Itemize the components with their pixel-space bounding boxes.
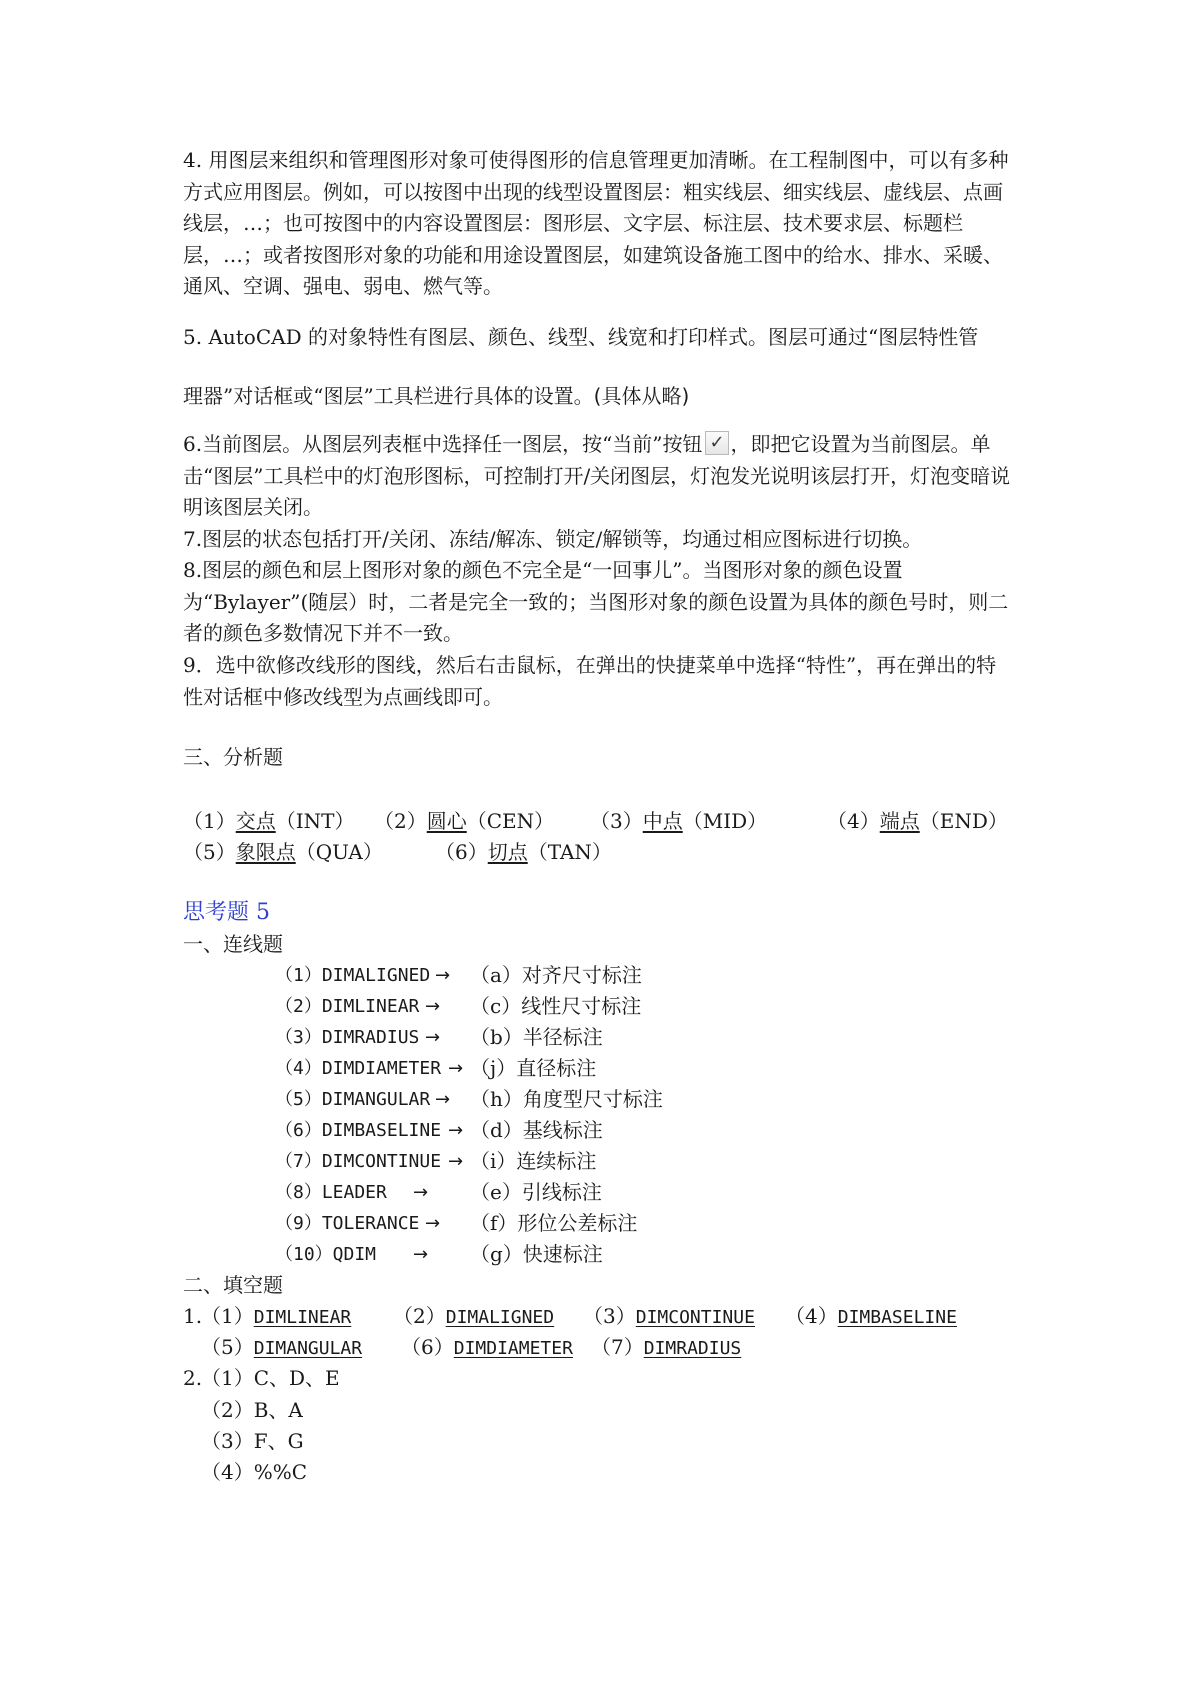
paragraph-5-text-c: 可通过“图层特性管 [807, 325, 979, 349]
paragraph-5-text-b: 图层 [767, 325, 808, 349]
analysis-item-term: 端点 [879, 809, 920, 833]
answer-num: （3） [583, 1304, 636, 1328]
answer-num: （1） [201, 1304, 254, 1328]
matching-target: （j）直径标注 [470, 1056, 597, 1080]
paragraph-6 [183, 429, 1013, 524]
answer-text: DIMLINEAR [253, 1307, 352, 1328]
paragraph-6-text-b: ，即把它设置为当前图层。单击“图层”工具栏中的灯泡形图标，可控制打开/关闭图层，灯泡发光说明该层打开，灯泡变暗说明该图层关闭。 [183, 432, 1011, 519]
matching-target: （g）快速标注 [470, 1242, 603, 1266]
arrow-icon: → [448, 1151, 464, 1172]
matching-target: （i）连续标注 [470, 1149, 597, 1173]
fill-answer: （1）C、D、E [201, 1366, 340, 1390]
arrow-icon: → [413, 1244, 429, 1265]
fill-question-2 [183, 1363, 583, 1394]
fill-answer [591, 1332, 741, 1364]
answer-text: DIMDIAMETER [453, 1338, 573, 1359]
analysis-item [435, 837, 612, 868]
analysis-item [827, 806, 1008, 837]
answer-num: （2） [393, 1304, 446, 1328]
analysis-item [374, 806, 554, 837]
arrow-icon: → [448, 1058, 464, 1079]
analysis-item [183, 837, 383, 868]
analysis-item-code: （QUA） [295, 840, 383, 864]
matching-source: （6）DIMBASELINE [275, 1120, 442, 1141]
answer-text: DIMANGULAR [253, 1338, 363, 1359]
answer-num: （7） [591, 1335, 644, 1359]
analysis-item-term: 中点 [642, 809, 683, 833]
arrow-icon: → [413, 1182, 429, 1203]
matching-heading: 一、连线题 [183, 932, 283, 956]
analysis-item-term: 交点 [235, 809, 276, 833]
analysis-item-code: （TAN） [527, 840, 612, 864]
matching-source: （8）LEADER [275, 1182, 387, 1203]
fill-answer [401, 1332, 573, 1364]
analysis-item-term: 圆心 [426, 809, 467, 833]
paragraph-4 [183, 145, 1013, 303]
analysis-item-num: （6） [435, 840, 488, 864]
matching-target: （b）半径标注 [470, 1025, 603, 1049]
fill-heading: 二、填空题 [183, 1273, 283, 1297]
fill-answer [393, 1301, 554, 1333]
matching-source: （10）QDIM [275, 1244, 377, 1265]
matching-source: （7）DIMCONTINUE [275, 1151, 442, 1172]
fill-answer [201, 1301, 351, 1333]
matching-source: （4）DIMDIAMETER [275, 1058, 442, 1079]
fill-question-1-cont [183, 1332, 983, 1363]
arrow-icon: → [448, 1120, 464, 1141]
matching-source: （2）DIMLINEAR [275, 996, 420, 1017]
matching-source: （3）DIMRADIUS [275, 1027, 420, 1048]
answer-text: DIMBASELINE [837, 1307, 957, 1328]
analysis-item-term: 象限点 [235, 840, 296, 864]
matching-target: （e）引线标注 [470, 1180, 602, 1204]
analysis-item-code: （CEN） [466, 809, 555, 833]
matching-target: （a）对齐尺寸标注 [470, 963, 642, 987]
analysis-item-num: （1） [183, 809, 236, 833]
question-number: 2. [183, 1366, 203, 1390]
paragraph-5-cont [183, 381, 1013, 413]
answer-num: （5） [201, 1335, 254, 1359]
matching-target: （d）基线标注 [470, 1118, 603, 1142]
analysis-item-num: （4） [827, 809, 880, 833]
matching-target: （f）形位公差标注 [470, 1211, 638, 1235]
fill-answer [583, 1301, 755, 1333]
arrow-icon: → [425, 996, 441, 1017]
analysis-item [590, 806, 767, 837]
analysis-item-code: （MID） [682, 809, 768, 833]
paragraph-5 [183, 322, 1013, 354]
matching-source: （5）DIMANGULAR [275, 1089, 431, 1110]
arrow-icon: → [435, 965, 451, 986]
paragraph-4-text: 4. 用图层来组织和管理图形对象可使得图形的信息管理更加清晰。在工程制图中，可以有多种方式应用图层。例如，可以按图中出现的线型设置图层：粗实线层、细实线层、虚线层、点画线层，…；也可按图中的内容设置图层：图形层、文字层、标注层、技术要求层、标题栏层，…；或者按图形对象的功能和用途设置图层，如建筑设备施工图中的给水、排水、采暖、通风、空调、强电、弱电、燃气等。 [183, 148, 1009, 298]
paragraph-7-text: 7.图层的状态包括打开/关闭、冻结/解冻、锁定/解锁等，均通过相应图标进行切换。 [183, 527, 923, 551]
matching-target: （h）角度型尺寸标注 [470, 1087, 663, 1111]
paragraph-5-text-e: 设置。(具体从略) [533, 384, 690, 408]
paragraph-6-text-a: 6.当前图层。从图层列表框中选择任一图层，按“当前”按钮 [183, 432, 703, 456]
paragraph-9-text: 9．选中欲修改线形的图线，然后右击鼠标，在弹出的快捷菜单中选择“特性”，再在弹出的特性对话框中修改线型为点画线即可。 [183, 653, 997, 709]
arrow-icon: → [425, 1027, 441, 1048]
paragraph-9 [183, 650, 1013, 713]
answer-num: （4） [785, 1304, 838, 1328]
analysis-heading: 三、分析题 [183, 745, 283, 769]
fill-answer: （3）F、G [201, 1429, 304, 1453]
analysis-item-code: （INT） [275, 809, 355, 833]
section-title: 思考题 5 [183, 900, 270, 925]
answer-text: DIMALIGNED [445, 1307, 555, 1328]
fill-answer [201, 1332, 362, 1364]
matching-source: （1）DIMALIGNED [275, 965, 431, 986]
paragraph-7 [183, 524, 1013, 556]
paragraph-8-text: 8.图层的颜色和层上图形对象的颜色不完全是“一回事儿”。当图形对象的颜色设置为“Bylayer”(随层）时，二者是完全一致的；当图形对象的颜色设置为具体的颜色号时，则二者的颜色多数情况下并不一致。 [183, 558, 1009, 645]
paragraph-8 [183, 555, 1013, 650]
paragraph-5-text-d: 理器”对话框或“图层”工具栏进行具体的 [183, 384, 534, 408]
arrow-icon: → [425, 1213, 441, 1234]
fill-answer: （2）B、A [201, 1398, 303, 1422]
analysis-item-num: （5） [183, 840, 236, 864]
fill-question-1 [183, 1301, 983, 1332]
analysis-item-term: 切点 [487, 840, 528, 864]
matching-source: （9）TOLERANCE [275, 1213, 420, 1234]
answer-text: DIMRADIUS [643, 1338, 742, 1359]
arrow-icon: → [435, 1089, 451, 1110]
analysis-item-code: （END） [919, 809, 1008, 833]
answer-text: DIMCONTINUE [635, 1307, 755, 1328]
answer-num: （6） [401, 1335, 454, 1359]
analysis-item [183, 806, 354, 837]
checkbox-check-icon [705, 431, 729, 455]
paragraph-5-text-a: 5. AutoCAD 的对象特性有图层、颜色、线型、线宽和打印样式。 [183, 325, 768, 349]
analysis-item-num: （3） [590, 809, 643, 833]
fill-answer: （4）%%C [201, 1460, 308, 1484]
analysis-item-num: （2） [374, 809, 427, 833]
matching-target: （c）线性尺寸标注 [470, 994, 642, 1018]
question-number: 1. [183, 1304, 203, 1328]
fill-answer [785, 1301, 957, 1333]
